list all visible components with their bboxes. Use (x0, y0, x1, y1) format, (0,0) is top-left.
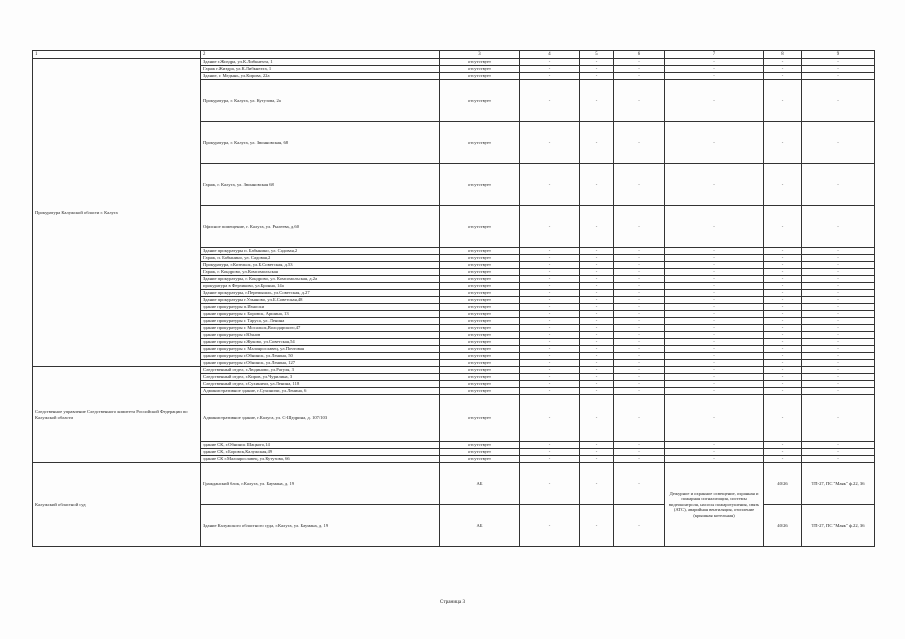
col4-cell: - (520, 164, 580, 206)
col4-cell: - (520, 374, 580, 381)
col6-cell: - (614, 73, 665, 80)
col5-cell: - (580, 164, 614, 206)
object-cell: Здание Калужского областного суда, г.Калуга, ул. Баумана, д. 19 (201, 505, 440, 547)
col5-cell: - (580, 353, 614, 360)
object-cell: Здание прокуратуры, г.Перемышль, ул.Советская, д.27 (201, 290, 440, 297)
col5-cell: - (580, 463, 614, 505)
object-cell: Гражданский блок, г.Калуга, ул. Баумана, д. 19 (201, 463, 440, 505)
object-cell: Прокуратура, г. Калуга, ул. Звонновская, 68 (201, 122, 440, 164)
col9-cell: - (802, 374, 875, 381)
col9-cell: - (802, 73, 875, 80)
col7-cell: - (665, 276, 764, 283)
col5-cell: - (580, 332, 614, 339)
col3-cell: отсутствует (440, 59, 520, 66)
table-row (33, 463, 875, 505)
col5-cell: - (580, 395, 614, 442)
col3-cell: отсутствует (440, 346, 520, 353)
col4-cell: - (520, 297, 580, 304)
col9-cell: - (802, 360, 875, 367)
col6-cell: - (614, 318, 665, 325)
col3-cell: отсутствует (440, 297, 520, 304)
col8-cell: - (764, 360, 802, 367)
col3-cell: отсутствует (440, 442, 520, 449)
col9-cell: - (802, 395, 875, 442)
col8-cell: - (764, 290, 802, 297)
col3-cell: отсутствует (440, 311, 520, 318)
col4-cell: - (520, 456, 580, 463)
col5-cell: - (580, 442, 614, 449)
col3-cell: отсутствует (440, 353, 520, 360)
col5-cell: - (580, 276, 614, 283)
object-cell: Гараж, г. Калуга, ул. Звонновская 68 (201, 164, 440, 206)
col7-cell: - (665, 311, 764, 318)
object-cell: Гараж, г. Кондрово, ул.Комсомольская (201, 269, 440, 276)
col9-cell: - (802, 248, 875, 255)
object-cell: Гараж г.Жиздра, ул.К.Либкнехта, 1 (201, 66, 440, 73)
col8-cell: - (764, 276, 802, 283)
table-row (33, 367, 875, 374)
object-cell: здание прокуратуры г.Обнинск, ул.Ленина, 50 (201, 353, 440, 360)
column-header: 7 (665, 51, 764, 59)
organization-cell: Прокуратура Калужской области г. Калуга (33, 59, 201, 367)
col9-cell: - (802, 59, 875, 66)
col8-cell: - (764, 367, 802, 374)
col3-cell: АБ (440, 505, 520, 547)
col4-cell: - (520, 283, 580, 290)
col3-cell: отсутствует (440, 269, 520, 276)
col8-cell: - (764, 311, 802, 318)
col3-cell: отсутствует (440, 66, 520, 73)
col3-cell: отсутствует (440, 318, 520, 325)
col5-cell: - (580, 374, 614, 381)
col8-cell: - (764, 442, 802, 449)
col8-cell: - (764, 262, 802, 269)
col6-cell: - (614, 360, 665, 367)
col6-cell: - (614, 395, 665, 442)
col5-cell: - (580, 248, 614, 255)
col4-cell: - (520, 206, 580, 248)
column-header: 1 (33, 51, 201, 59)
col5-cell: - (580, 80, 614, 122)
object-cell: здание СК, г.Обнинск Шацкого,14 (201, 442, 440, 449)
col6-cell: - (614, 206, 665, 248)
col5-cell: - (580, 59, 614, 66)
col7-cell: - (665, 73, 764, 80)
col7-cell: - (665, 353, 764, 360)
col6-cell: - (614, 248, 665, 255)
col4-cell: - (520, 339, 580, 346)
col8-cell: 40/26 (764, 463, 802, 505)
col4-cell: - (520, 332, 580, 339)
col9-cell: - (802, 269, 875, 276)
col3-cell: отсутствует (440, 456, 520, 463)
col6-cell: - (614, 262, 665, 269)
col5-cell: - (580, 255, 614, 262)
col4-cell: - (520, 449, 580, 456)
object-cell: Прокуратура, г. Калуга, ул. Кутузова, 2а (201, 80, 440, 122)
col4-cell: - (520, 360, 580, 367)
col5-cell: - (580, 206, 614, 248)
col5-cell: - (580, 304, 614, 311)
col8-cell: - (764, 449, 802, 456)
col6-cell: - (614, 388, 665, 395)
col7-cell: - (665, 297, 764, 304)
col9-cell: - (802, 442, 875, 449)
col4-cell: - (520, 269, 580, 276)
col5-cell: - (580, 318, 614, 325)
col9-cell: - (802, 388, 875, 395)
col8-cell: - (764, 297, 802, 304)
col6-cell: - (614, 283, 665, 290)
col9-cell: - (802, 332, 875, 339)
col4-cell: - (520, 276, 580, 283)
col4-cell: - (520, 463, 580, 505)
col3-cell: отсутствует (440, 374, 520, 381)
col4-cell: - (520, 304, 580, 311)
col5-cell: - (580, 262, 614, 269)
col3-cell: отсутствует (440, 262, 520, 269)
col4-cell: - (520, 290, 580, 297)
col9-cell: - (802, 255, 875, 262)
col8-cell: - (764, 73, 802, 80)
col7-cell: - (665, 449, 764, 456)
col3-cell: отсутствует (440, 339, 520, 346)
col9-cell: ТП-27, ПС "Маяк" ф.22, 36 (802, 505, 875, 547)
col3-cell: отсутствует (440, 248, 520, 255)
col5-cell: - (580, 381, 614, 388)
header-row (33, 51, 875, 59)
col6-cell: - (614, 346, 665, 353)
col9-cell: - (802, 122, 875, 164)
object-cell: здание СК, г.Боровск,Калужская,49 (201, 449, 440, 456)
col6-cell: - (614, 381, 665, 388)
col7-cell: - (665, 388, 764, 395)
col6-cell: - (614, 255, 665, 262)
col8-cell: - (764, 318, 802, 325)
column-header: 8 (764, 51, 802, 59)
col7-cell: - (665, 367, 764, 374)
col4-cell: - (520, 346, 580, 353)
col8-cell: - (764, 164, 802, 206)
col9-cell: - (802, 449, 875, 456)
col9-cell: - (802, 353, 875, 360)
col7-cell: - (665, 360, 764, 367)
object-cell: Гараж, п. Бабынино, ул. Садовая,2 (201, 255, 440, 262)
col7-cell: - (665, 456, 764, 463)
col4-cell: - (520, 255, 580, 262)
col8-cell: - (764, 269, 802, 276)
col5-cell: - (580, 290, 614, 297)
col5-cell: - (580, 325, 614, 332)
col4-cell: - (520, 248, 580, 255)
col4-cell: - (520, 59, 580, 66)
col6-cell: - (614, 269, 665, 276)
table-row (33, 59, 875, 66)
col4-cell: - (520, 66, 580, 73)
col5-cell: - (580, 73, 614, 80)
col8-cell: - (764, 206, 802, 248)
col5-cell: - (580, 297, 614, 304)
col6-cell: - (614, 311, 665, 318)
object-cell: Офисное помещение, г. Калуга, ул. Рылеева, д.60 (201, 206, 440, 248)
col7-cell: - (665, 206, 764, 248)
col8-cell: - (764, 248, 802, 255)
col4-cell: - (520, 311, 580, 318)
col5-cell: - (580, 339, 614, 346)
object-cell: Административное здание, г.Калуга, ул. С-Щедрина, д. 107/103 (201, 395, 440, 442)
col5-cell: - (580, 269, 614, 276)
col6-cell: - (614, 80, 665, 122)
col6-cell: - (614, 164, 665, 206)
col4-cell: - (520, 381, 580, 388)
col7-cell: - (665, 332, 764, 339)
col5-cell: - (580, 449, 614, 456)
col5-cell: - (580, 66, 614, 73)
col3-cell: отсутствует (440, 255, 520, 262)
col4-cell: - (520, 318, 580, 325)
col9-cell: - (802, 206, 875, 248)
col8-cell: - (764, 346, 802, 353)
object-cell: прокуратура в Ферзиково, ул.Бронна, 14а (201, 283, 440, 290)
col9-cell: - (802, 381, 875, 388)
col8-cell: - (764, 59, 802, 66)
col6-cell: - (614, 456, 665, 463)
col3-cell: отсутствует (440, 367, 520, 374)
col9-cell: - (802, 164, 875, 206)
col7-cell: - (665, 248, 764, 255)
col8-cell: - (764, 283, 802, 290)
col5-cell: - (580, 505, 614, 547)
col9-cell: - (802, 297, 875, 304)
object-cell: здание прокуратуры г.Обнинск, ул.Ленина, 127 (201, 360, 440, 367)
col6-cell: - (614, 353, 665, 360)
col9-cell: - (802, 456, 875, 463)
col4-cell: - (520, 262, 580, 269)
col3-cell: отсутствует (440, 276, 520, 283)
col8-cell: - (764, 80, 802, 122)
col8-cell: - (764, 122, 802, 164)
col9-cell: - (802, 290, 875, 297)
col7-cell: - (665, 290, 764, 297)
col6-cell: - (614, 276, 665, 283)
col5-cell: - (580, 311, 614, 318)
col3-cell: отсутствует (440, 290, 520, 297)
register-table (32, 50, 875, 547)
col7-cell: - (665, 339, 764, 346)
col5-cell: - (580, 346, 614, 353)
page-footer: Страница 3 (439, 599, 466, 605)
col3-cell: отсутствует (440, 332, 520, 339)
col7-cell: - (665, 381, 764, 388)
col9-cell: - (802, 262, 875, 269)
object-cell: Следственный отдел, г.Киров, ул.Чурилина, 3 (201, 374, 440, 381)
object-cell: Здание, г. Медынь, ул.Кирова, 22а (201, 73, 440, 80)
col3-cell: отсутствует (440, 360, 520, 367)
col3-cell: отсутствует (440, 206, 520, 248)
col6-cell: - (614, 304, 665, 311)
col6-cell: - (614, 505, 665, 547)
col6-cell: - (614, 339, 665, 346)
col9-cell: - (802, 80, 875, 122)
col3-cell: отсутствует (440, 304, 520, 311)
col8-cell: - (764, 395, 802, 442)
col3-cell: отсутствует (440, 449, 520, 456)
col9-cell: - (802, 339, 875, 346)
col7-cell: - (665, 283, 764, 290)
object-cell: здание прокуратуры г. Мосальск,Володарского,47 (201, 325, 440, 332)
col6-cell: - (614, 66, 665, 73)
col8-cell: - (764, 339, 802, 346)
column-header: 6 (614, 51, 665, 59)
col8-cell: - (764, 325, 802, 332)
col7-cell: - (665, 269, 764, 276)
column-header: 3 (440, 51, 520, 59)
col3-cell: отсутствует (440, 325, 520, 332)
object-cell: здание прокуратуры г. Таруса, ул. Ленина (201, 318, 440, 325)
col5-cell: - (580, 360, 614, 367)
col8-cell: - (764, 374, 802, 381)
col5-cell: - (580, 388, 614, 395)
col9-cell: - (802, 66, 875, 73)
col9-cell: - (802, 311, 875, 318)
col8-cell: - (764, 353, 802, 360)
col6-cell: - (614, 325, 665, 332)
col7-cell: - (665, 122, 764, 164)
column-header: 9 (802, 51, 875, 59)
col8-cell: - (764, 304, 802, 311)
col3-cell: отсутствует (440, 395, 520, 442)
col3-cell: отсутствует (440, 388, 520, 395)
col5-cell: - (580, 122, 614, 164)
col3-cell: отсутствует (440, 283, 520, 290)
col4-cell: - (520, 73, 580, 80)
col7-cell: - (665, 442, 764, 449)
column-header: 5 (580, 51, 614, 59)
col3-cell: отсутствует (440, 80, 520, 122)
col8-cell: - (764, 332, 802, 339)
col5-cell: - (580, 456, 614, 463)
col7-cell: - (665, 304, 764, 311)
col6-cell: - (614, 122, 665, 164)
object-cell: Здание прокуратуры г.Ульяново, ул.Б.Советская,48 (201, 297, 440, 304)
col4-cell: - (520, 353, 580, 360)
col7-cell: - (665, 66, 764, 73)
col9-cell: - (802, 304, 875, 311)
col8-cell: - (764, 66, 802, 73)
col7-cell: - (665, 262, 764, 269)
col7-merged-cell: Дежурное и охранное освещение, охранная и пожарная сигнализация, системы видеоконтроля, насосы пожаротушения, связь (АТС), аварийная вентиляция, отопление (крышная котельная) (665, 463, 764, 547)
col7-cell: - (665, 325, 764, 332)
organization-cell: Калужский областной суд (33, 463, 201, 547)
object-cell: здание прокуратуры г. Боровск, Аршина, 13 (201, 311, 440, 318)
col6-cell: - (614, 59, 665, 66)
object-cell: здание СК г.Малоярославец, ул.Кутузова, 66 (201, 456, 440, 463)
col5-cell: - (580, 367, 614, 374)
object-cell: здание прокуратуры п.Износки (201, 304, 440, 311)
col5-cell: - (580, 283, 614, 290)
col4-cell: - (520, 367, 580, 374)
col6-cell: - (614, 374, 665, 381)
object-cell: Здание прокуратуры, г. Кондрово, ул. Комсомольская, д.2а (201, 276, 440, 283)
col3-cell: АБ (440, 463, 520, 505)
col9-cell: - (802, 346, 875, 353)
col6-cell: - (614, 442, 665, 449)
col7-cell: - (665, 59, 764, 66)
object-cell: здание прокуратуры г. Малоярославец, ул.Почтовая (201, 346, 440, 353)
col7-cell: - (665, 255, 764, 262)
col9-cell: ТП-27, ПС "Маяк" ф.22, 36 (802, 463, 875, 505)
object-cell: Прокуратура, г.Козельск, ул.Б.Советская, д.53 (201, 262, 440, 269)
col6-cell: - (614, 367, 665, 374)
col7-cell: - (665, 374, 764, 381)
col7-cell: - (665, 346, 764, 353)
object-cell: Следственный отдел, г.Людиново, ул.Рагуля, 3 (201, 367, 440, 374)
object-cell: здание прокуратуры г.Юхнов (201, 332, 440, 339)
col9-cell: - (802, 283, 875, 290)
col7-cell: - (665, 80, 764, 122)
col6-cell: - (614, 297, 665, 304)
object-cell: Здание г.Жиздра, ул.К.Либкнехта, 1 (201, 59, 440, 66)
col3-cell: отсутствует (440, 73, 520, 80)
col4-cell: - (520, 122, 580, 164)
col3-cell: отсутствует (440, 122, 520, 164)
col4-cell: - (520, 388, 580, 395)
col9-cell: - (802, 276, 875, 283)
col4-cell: - (520, 505, 580, 547)
col8-cell: 40/26 (764, 505, 802, 547)
object-cell: Здание прокуратуры п. Бабынино, ул. Садовая,2 (201, 248, 440, 255)
col3-cell: отсутствует (440, 381, 520, 388)
col4-cell: - (520, 442, 580, 449)
col8-cell: - (764, 381, 802, 388)
col4-cell: - (520, 80, 580, 122)
organization-cell: Следственное управление Следственного комитета Российской Федерации по Калужской области (33, 367, 201, 463)
col4-cell: - (520, 395, 580, 442)
col7-cell: - (665, 395, 764, 442)
col6-cell: - (614, 463, 665, 505)
col9-cell: - (802, 325, 875, 332)
col6-cell: - (614, 332, 665, 339)
object-cell: Административное здание, г.Сухиничи, ул.Ленина, 6 (201, 388, 440, 395)
col9-cell: - (802, 318, 875, 325)
col9-cell: - (802, 367, 875, 374)
col7-cell: - (665, 164, 764, 206)
col6-cell: - (614, 290, 665, 297)
object-cell: здание прокуратуры г.Жуково, ул.Советская,54 (201, 339, 440, 346)
col7-cell: - (665, 318, 764, 325)
column-header: 4 (520, 51, 580, 59)
col8-cell: - (764, 255, 802, 262)
col3-cell: отсутствует (440, 164, 520, 206)
col4-cell: - (520, 325, 580, 332)
column-header: 2 (201, 51, 440, 59)
object-cell: Следственный отдел, г.Сухиничи, ул.Ленина, 118 (201, 381, 440, 388)
col8-cell: - (764, 456, 802, 463)
col6-cell: - (614, 449, 665, 456)
col8-cell: - (764, 388, 802, 395)
